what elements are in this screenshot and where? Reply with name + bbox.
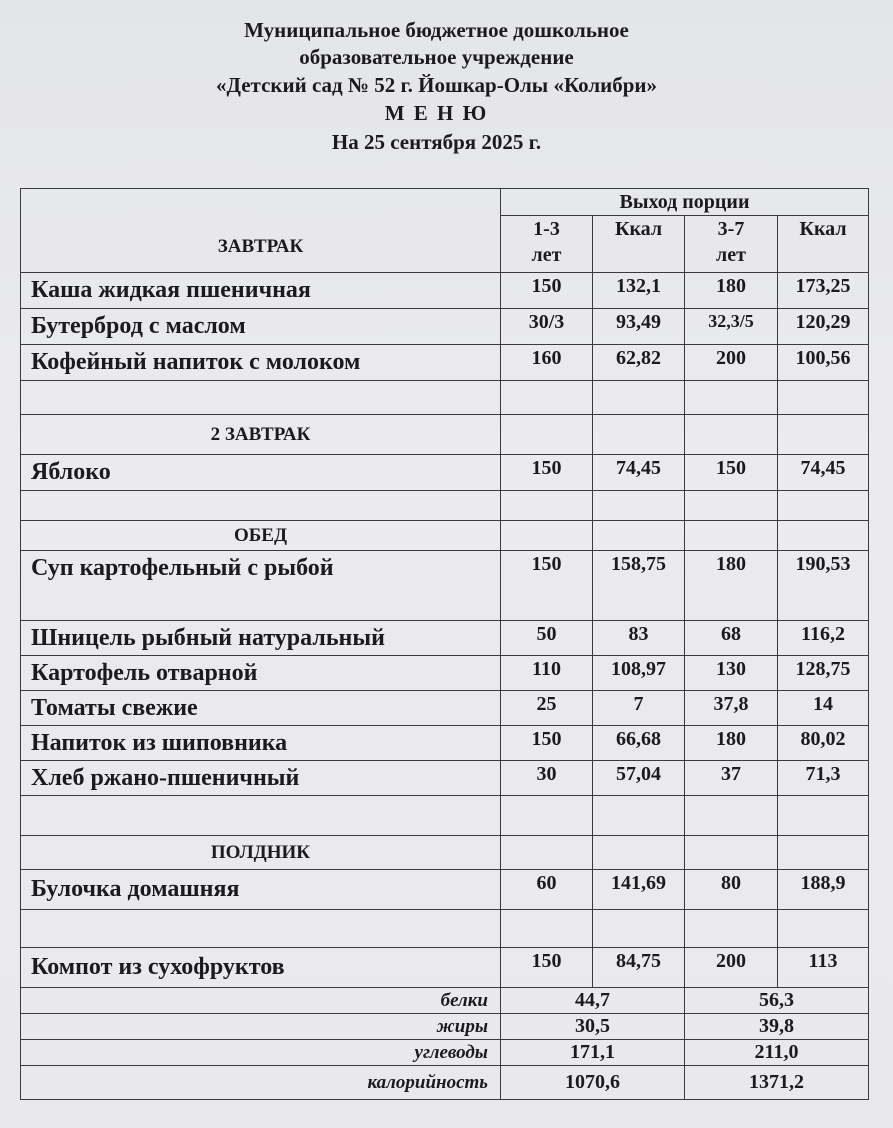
portion-1-3: 160 bbox=[501, 345, 593, 381]
kcal-1-3: 83 bbox=[593, 621, 685, 656]
dish-name: Бутерброд с маслом bbox=[21, 309, 501, 345]
table-row bbox=[21, 345, 869, 381]
kcal-3-7: 128,75 bbox=[778, 656, 869, 691]
kcal-3-7: 188,9 bbox=[778, 870, 869, 910]
kcal-header-1: Ккал bbox=[593, 216, 685, 273]
table-row bbox=[21, 551, 869, 621]
kcal-3-7: 116,2 bbox=[778, 621, 869, 656]
kcal-1-3: 7 bbox=[593, 691, 685, 726]
total-3-7: 56,3 bbox=[685, 988, 869, 1014]
dish-name: Суп картофельный с рыбой bbox=[21, 551, 501, 621]
dish-name: Шницель рыбный натуральный bbox=[21, 621, 501, 656]
portion-1-3: 50 bbox=[501, 621, 593, 656]
portion-3-7: 180 bbox=[685, 551, 778, 621]
portion-3-7: 150 bbox=[685, 455, 778, 491]
empty-row bbox=[21, 910, 869, 948]
section-breakfast: ЗАВТРАК bbox=[21, 189, 501, 273]
portion-3-7: 200 bbox=[685, 948, 778, 988]
kcal-1-3: 132,1 bbox=[593, 273, 685, 309]
portion-1-3: 150 bbox=[501, 455, 593, 491]
portion-3-7: 200 bbox=[685, 345, 778, 381]
table-row bbox=[21, 691, 869, 726]
total-3-7: 39,8 bbox=[685, 1014, 869, 1040]
totals-row bbox=[21, 1040, 869, 1066]
portion-1-3: 110 bbox=[501, 656, 593, 691]
dish-name: Яблоко bbox=[21, 455, 501, 491]
table-row bbox=[21, 726, 869, 761]
dish-name: Томаты свежие bbox=[21, 691, 501, 726]
portion-1-3: 150 bbox=[501, 273, 593, 309]
section-breakfast-2: 2 ЗАВТРАК bbox=[21, 415, 501, 455]
empty-row bbox=[21, 381, 869, 415]
section-row bbox=[21, 521, 869, 551]
dish-name: Компот из сухофруктов bbox=[21, 948, 501, 988]
kcal-3-7: 173,25 bbox=[778, 273, 869, 309]
total-3-7: 211,0 bbox=[685, 1040, 869, 1066]
total-1-3: 30,5 bbox=[501, 1014, 685, 1040]
kcal-3-7: 100,56 bbox=[778, 345, 869, 381]
dish-name: Хлеб ржано-пшеничный bbox=[21, 761, 501, 796]
table-row bbox=[21, 948, 869, 988]
totals-row bbox=[21, 988, 869, 1014]
kcal-1-3: 84,75 bbox=[593, 948, 685, 988]
portion-3-7: 37,8 bbox=[685, 691, 778, 726]
portion-3-7: 180 bbox=[685, 273, 778, 309]
portion-3-7: 130 bbox=[685, 656, 778, 691]
dish-name: Кофейный напиток с молоком bbox=[21, 345, 501, 381]
kcal-1-3: 57,04 bbox=[593, 761, 685, 796]
institution-line-3: «Детский сад № 52 г. Йошкар-Олы «Колибри» bbox=[215, 73, 658, 97]
kcal-1-3: 74,45 bbox=[593, 455, 685, 491]
totals-label: белки bbox=[21, 988, 501, 1014]
total-3-7: 1371,2 bbox=[685, 1066, 869, 1100]
kcal-3-7: 74,45 bbox=[778, 455, 869, 491]
total-1-3: 1070,6 bbox=[501, 1066, 685, 1100]
totals-row bbox=[21, 1066, 869, 1100]
totals-label: жиры bbox=[21, 1014, 501, 1040]
portion-3-7: 68 bbox=[685, 621, 778, 656]
totals-row bbox=[21, 1014, 869, 1040]
kcal-3-7: 71,3 bbox=[778, 761, 869, 796]
total-1-3: 171,1 bbox=[501, 1040, 685, 1066]
table-row bbox=[21, 621, 869, 656]
kcal-header-2: Ккал bbox=[778, 216, 869, 273]
section-row bbox=[21, 415, 869, 455]
portion-3-7: 32,3/5 bbox=[685, 309, 778, 345]
kcal-1-3: 108,97 bbox=[593, 656, 685, 691]
portion-1-3: 150 bbox=[501, 948, 593, 988]
dish-name: Напиток из шиповника bbox=[21, 726, 501, 761]
totals-label: калорийность bbox=[21, 1066, 501, 1100]
table-row bbox=[21, 761, 869, 796]
portion-1-3: 30 bbox=[501, 761, 593, 796]
dish-name: Картофель отварной bbox=[21, 656, 501, 691]
table-header-row bbox=[21, 189, 869, 216]
portion-3-7: 37 bbox=[685, 761, 778, 796]
total-1-3: 44,7 bbox=[501, 988, 685, 1014]
menu-date: На 25 сентября 2025 г. bbox=[331, 130, 542, 154]
kcal-3-7: 190,53 bbox=[778, 551, 869, 621]
age-1-3-header: 1-3 лет bbox=[501, 216, 593, 273]
kcal-1-3: 93,49 bbox=[593, 309, 685, 345]
table-row bbox=[21, 455, 869, 491]
institution-line-2: образовательное учреждение bbox=[299, 45, 574, 69]
kcal-1-3: 66,68 bbox=[593, 726, 685, 761]
table-row bbox=[21, 273, 869, 309]
portion-3-7: 180 bbox=[685, 726, 778, 761]
kcal-1-3: 62,82 bbox=[593, 345, 685, 381]
kcal-3-7: 120,29 bbox=[778, 309, 869, 345]
empty-row bbox=[21, 796, 869, 836]
table-row bbox=[21, 870, 869, 910]
kcal-1-3: 158,75 bbox=[593, 551, 685, 621]
kcal-1-3: 141,69 bbox=[593, 870, 685, 910]
dish-name: Каша жидкая пшеничная bbox=[21, 273, 501, 309]
kcal-3-7: 113 bbox=[778, 948, 869, 988]
kcal-3-7: 80,02 bbox=[778, 726, 869, 761]
empty-row bbox=[21, 491, 869, 521]
portion-1-3: 150 bbox=[501, 726, 593, 761]
institution-line-1: Муниципальное бюджетное дошкольное bbox=[244, 18, 629, 42]
portion-1-3: 150 bbox=[501, 551, 593, 621]
totals-label: углеводы bbox=[21, 1040, 501, 1066]
kcal-3-7: 14 bbox=[778, 691, 869, 726]
age-3-7-header: 3-7 лет bbox=[685, 216, 778, 273]
dish-name: Булочка домашняя bbox=[21, 870, 501, 910]
section-row bbox=[21, 836, 869, 870]
portion-3-7: 80 bbox=[685, 870, 778, 910]
section-lunch: ОБЕД bbox=[21, 521, 501, 551]
menu-title: М Е Н Ю bbox=[384, 101, 489, 125]
menu-table bbox=[20, 188, 869, 1100]
portion-header: Выход порции bbox=[501, 189, 869, 216]
portion-1-3: 30/3 bbox=[501, 309, 593, 345]
section-snack: ПОЛДНИК bbox=[21, 836, 501, 870]
portion-1-3: 25 bbox=[501, 691, 593, 726]
table-row bbox=[21, 656, 869, 691]
portion-1-3: 60 bbox=[501, 870, 593, 910]
table-row bbox=[21, 309, 869, 345]
